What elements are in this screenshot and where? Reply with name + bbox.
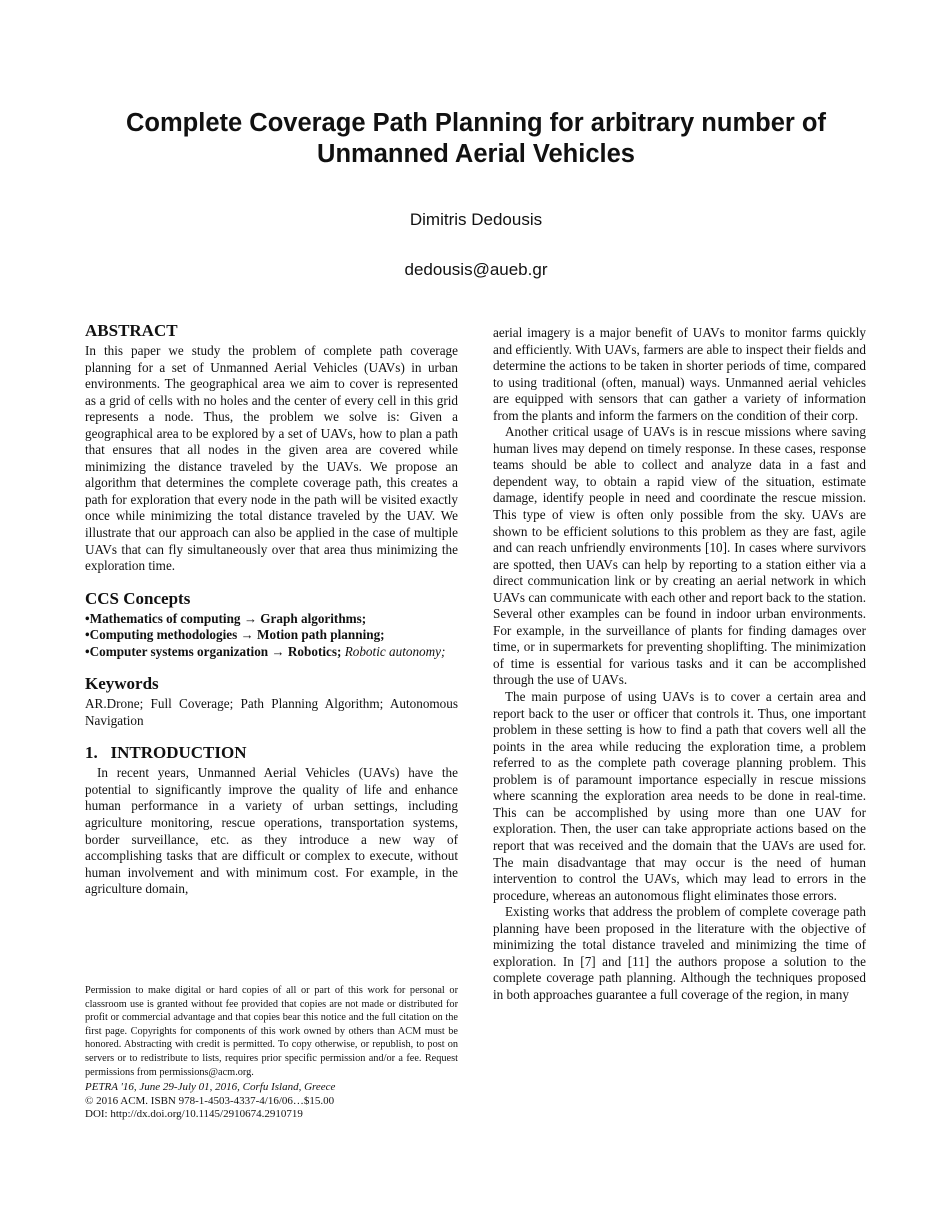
keywords-section bbox=[85, 674, 458, 729]
author-email: dedousis@aueb.gr bbox=[404, 260, 548, 279]
ccs-item-text: •Computer systems organization → Robotics; bbox=[85, 643, 342, 659]
permission-notice: Permission to make digital or hard copies of all or part of this work for personal or classroom use is granted without fee provided that copies are not made or distributed for profit or commercial advantage and that copies bear this notice and the full citation on the first page. Copyrights for components of this work owned by others than ACM must be honored. Abstracting with credit is permitted. To copy otherwise, or republish, to post on servers or to redistribute to lists, requires prior specific permission and/or a fee. Request permissions from permissions@acm.org. bbox=[85, 985, 458, 1078]
keywords-text: AR.Drone; Full Coverage; Path Planning Algorithm; Autonomous Navigation bbox=[85, 696, 458, 728]
conference-info: PETRA '16, June 29-July 01, 2016, Corfu Island, Greece bbox=[85, 1081, 336, 1094]
ccs-section bbox=[85, 589, 458, 661]
introduction-paragraph: In recent years, Unmanned Aerial Vehicles (UAVs) have the potential to significantly improve the quality of life and enhance human performance in a variety of urban settings, including agriculture monitoring, rescue operations, transportation systems, border surveillance, etc. as they introduce a new way of accomplishing tasks that are difficult or complex to execute, without human involvement and with minimum cost. For example, in the agriculture domain, bbox=[85, 765, 458, 897]
author-name: Dimitris Dedousis bbox=[409, 210, 543, 229]
copyright-line: © 2016 ACM. ISBN 978-1-4503-4337-4/16/06…$15.00 bbox=[85, 1094, 335, 1107]
doi-link[interactable]: DOI: http://dx.doi.org/10.1145/2910674.2910719 bbox=[85, 1108, 303, 1121]
ccs-italic-tail: Robotic autonomy; bbox=[344, 643, 446, 659]
footnote-permissions bbox=[85, 984, 458, 1122]
paper-title: Complete Coverage Path Planning for arbitrary number of Unmanned Aerial Vehicles bbox=[126, 109, 826, 168]
left-column bbox=[85, 321, 458, 898]
ccs-item: •Computing methodologies → Motion path planning; bbox=[85, 627, 385, 643]
introduction-paragraph: Existing works that address the problem of complete coverage path planning have been proposed in the literature with the objective of minimizing the total distance traveled and minimizing the time of exploration. In [7] and [11] the authors propose a solution to the complete coverage path planning. Although the techniques proposed in both approaches guarantee a full coverage of the region, in many bbox=[493, 904, 866, 1002]
introduction-heading: 1. INTRODUCTION bbox=[85, 743, 247, 763]
ccs-heading: CCS Concepts bbox=[85, 588, 191, 608]
introduction-paragraph: aerial imagery is a major benefit of UAVs to monitor farms quickly and efficiently. With UAVs, farmers are able to inspect their fields and determine the actions to be taken in shorter periods of time, compared to using traditional (often, manual) ways. Unmanned aerial vehicles are equipped with sensors that can gather a variety of information from the plants and inform the farmers on the condition of their corp. bbox=[493, 325, 866, 423]
abstract-heading: ABSTRACT bbox=[85, 321, 178, 340]
introduction-paragraph: Another critical usage of UAVs is in rescue missions where saving human lives may depend on timely response. In these cases, response teams should be able to collect and analyze data in a fast and dependent way, to obtain a rapid view of the situation, estimate damage, identify people in need and coordinate the rescue mission. This type of view is often only possible from the sky. UAVs are shown to be efficient solutions to this problem as they are fast, agile and can reach unfriendly environments [10]. In cases where survivors are spotted, then UAVs can help by reporting to a station either via a direct communication link or by creating an aerial network in which UAVs can communicate with each other and report back to the station. Several other examples can be found in indoor urban environments. For example, in the surveillance of plants for finding damages over time, or in supermarkets for preventing shoplifting. The minimization of time is essential for various tasks and it can be accomplished through the use of UAVs. bbox=[493, 424, 866, 688]
ccs-item bbox=[85, 644, 458, 661]
keywords-heading: Keywords bbox=[85, 674, 159, 694]
introduction-section bbox=[85, 743, 458, 897]
right-column bbox=[493, 325, 866, 1003]
abstract-text: In this paper we study the problem of complete path coverage planning for a set of Unmanned Aerial Vehicles (UAVs) in urban environments. The geographical area we aim to cover is represented as a grid of cells with no holes and the center of every cell in this grid represents a node. Thus, the problem we solve is: Given a geographical area to be explored by a set of UAVs, how to plan a path that ensures that all nodes in the given area are covered while minimizing the distance traveled by the UAVs. We propose an algorithm that determines the complete coverage path, this creates a path for exploration that every node in the path will be visited exactly once while minimizing the total distance traveled by the UAV. We illustrate that our approach can also be applied in the case of multiple UAVs that can fly simultaneously over that area thus minimizing the exploration time. bbox=[85, 343, 458, 574]
ccs-item: •Mathematics of computing → Graph algorithms; bbox=[85, 610, 367, 626]
introduction-paragraph: The main purpose of using UAVs is to cover a certain area and report back to the user or officer that controls it. Thus, one important problem in these setting is how to find a path that covers well all the points in the area while reducing the exploration time, a problem referred to as the complete path coverage planning problem. This problem is of paramount importance especially in rescue missions where scanning the exploration area needs to be done in real-time. This can be accomplished by using more than one UAV for exploration. Then, the user can take appropriate actions based on the report that was received and the domain that the UAVs are used for. The main disadvantage that may occur is the need of human intervention to control the UAVs, which may lead to errors in the procedure, whereas an autonomous flight eliminates those errors. bbox=[493, 689, 866, 903]
